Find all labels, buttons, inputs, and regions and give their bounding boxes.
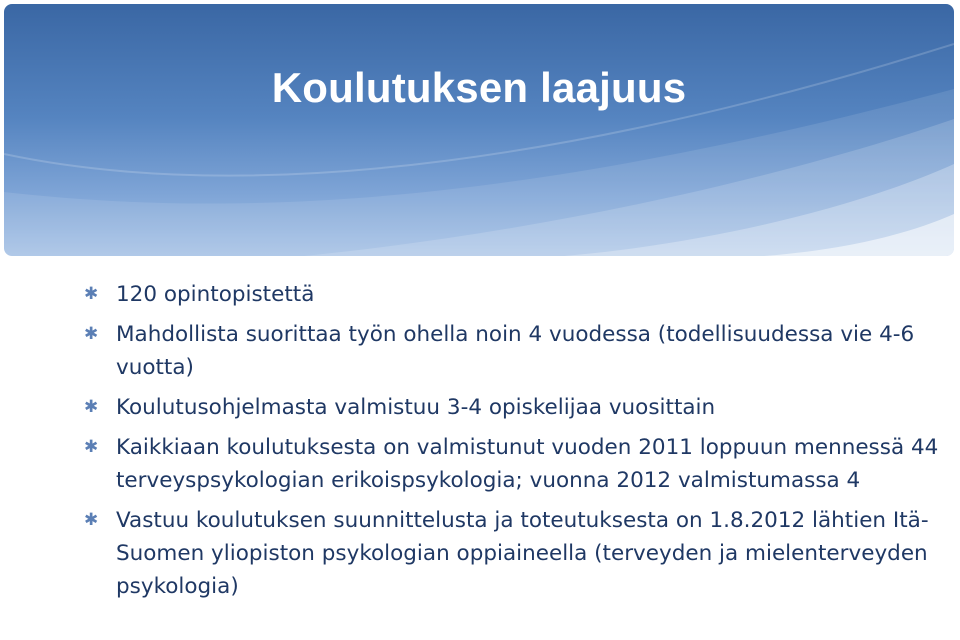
list-item-text: Vastuu koulutuksen suunnittelusta ja toteutuksesta on 1.8.2012 lähtien Itä-Suomen yliopiston psykologian oppiaineella (terveyden ja mielenterveyden psykologia) xyxy=(116,508,929,599)
list-item xyxy=(84,431,944,497)
title-banner xyxy=(4,4,954,256)
list-item-text: Mahdollista suorittaa työn ohella noin 4 vuodessa (todellisuudessa vie 4-6 vuotta) xyxy=(116,322,915,380)
list-item xyxy=(84,278,944,311)
list-item xyxy=(84,391,944,424)
asterisk-icon: ✱ xyxy=(84,284,99,304)
list-item xyxy=(84,504,944,603)
page-title: Koulutuksen laajuus xyxy=(271,64,687,111)
list-item-text: Kaikkiaan koulutuksesta on valmistunut vuoden 2011 loppuun mennessä 44 terveyspsykologian erikoispsykologia; vuonna 2012 valmistumassa 4 xyxy=(116,435,939,493)
asterisk-icon: ✱ xyxy=(84,510,99,530)
bullet-list xyxy=(84,278,944,610)
wave-decoration xyxy=(4,4,954,256)
list-item-text: 120 opintopistettä xyxy=(116,282,315,307)
list-item-text: Koulutusohjelmasta valmistuu 3-4 opiskelijaa vuosittain xyxy=(116,395,716,420)
asterisk-icon: ✱ xyxy=(84,397,99,417)
asterisk-icon: ✱ xyxy=(84,437,99,457)
list-item xyxy=(84,318,944,384)
asterisk-icon: ✱ xyxy=(84,324,99,344)
